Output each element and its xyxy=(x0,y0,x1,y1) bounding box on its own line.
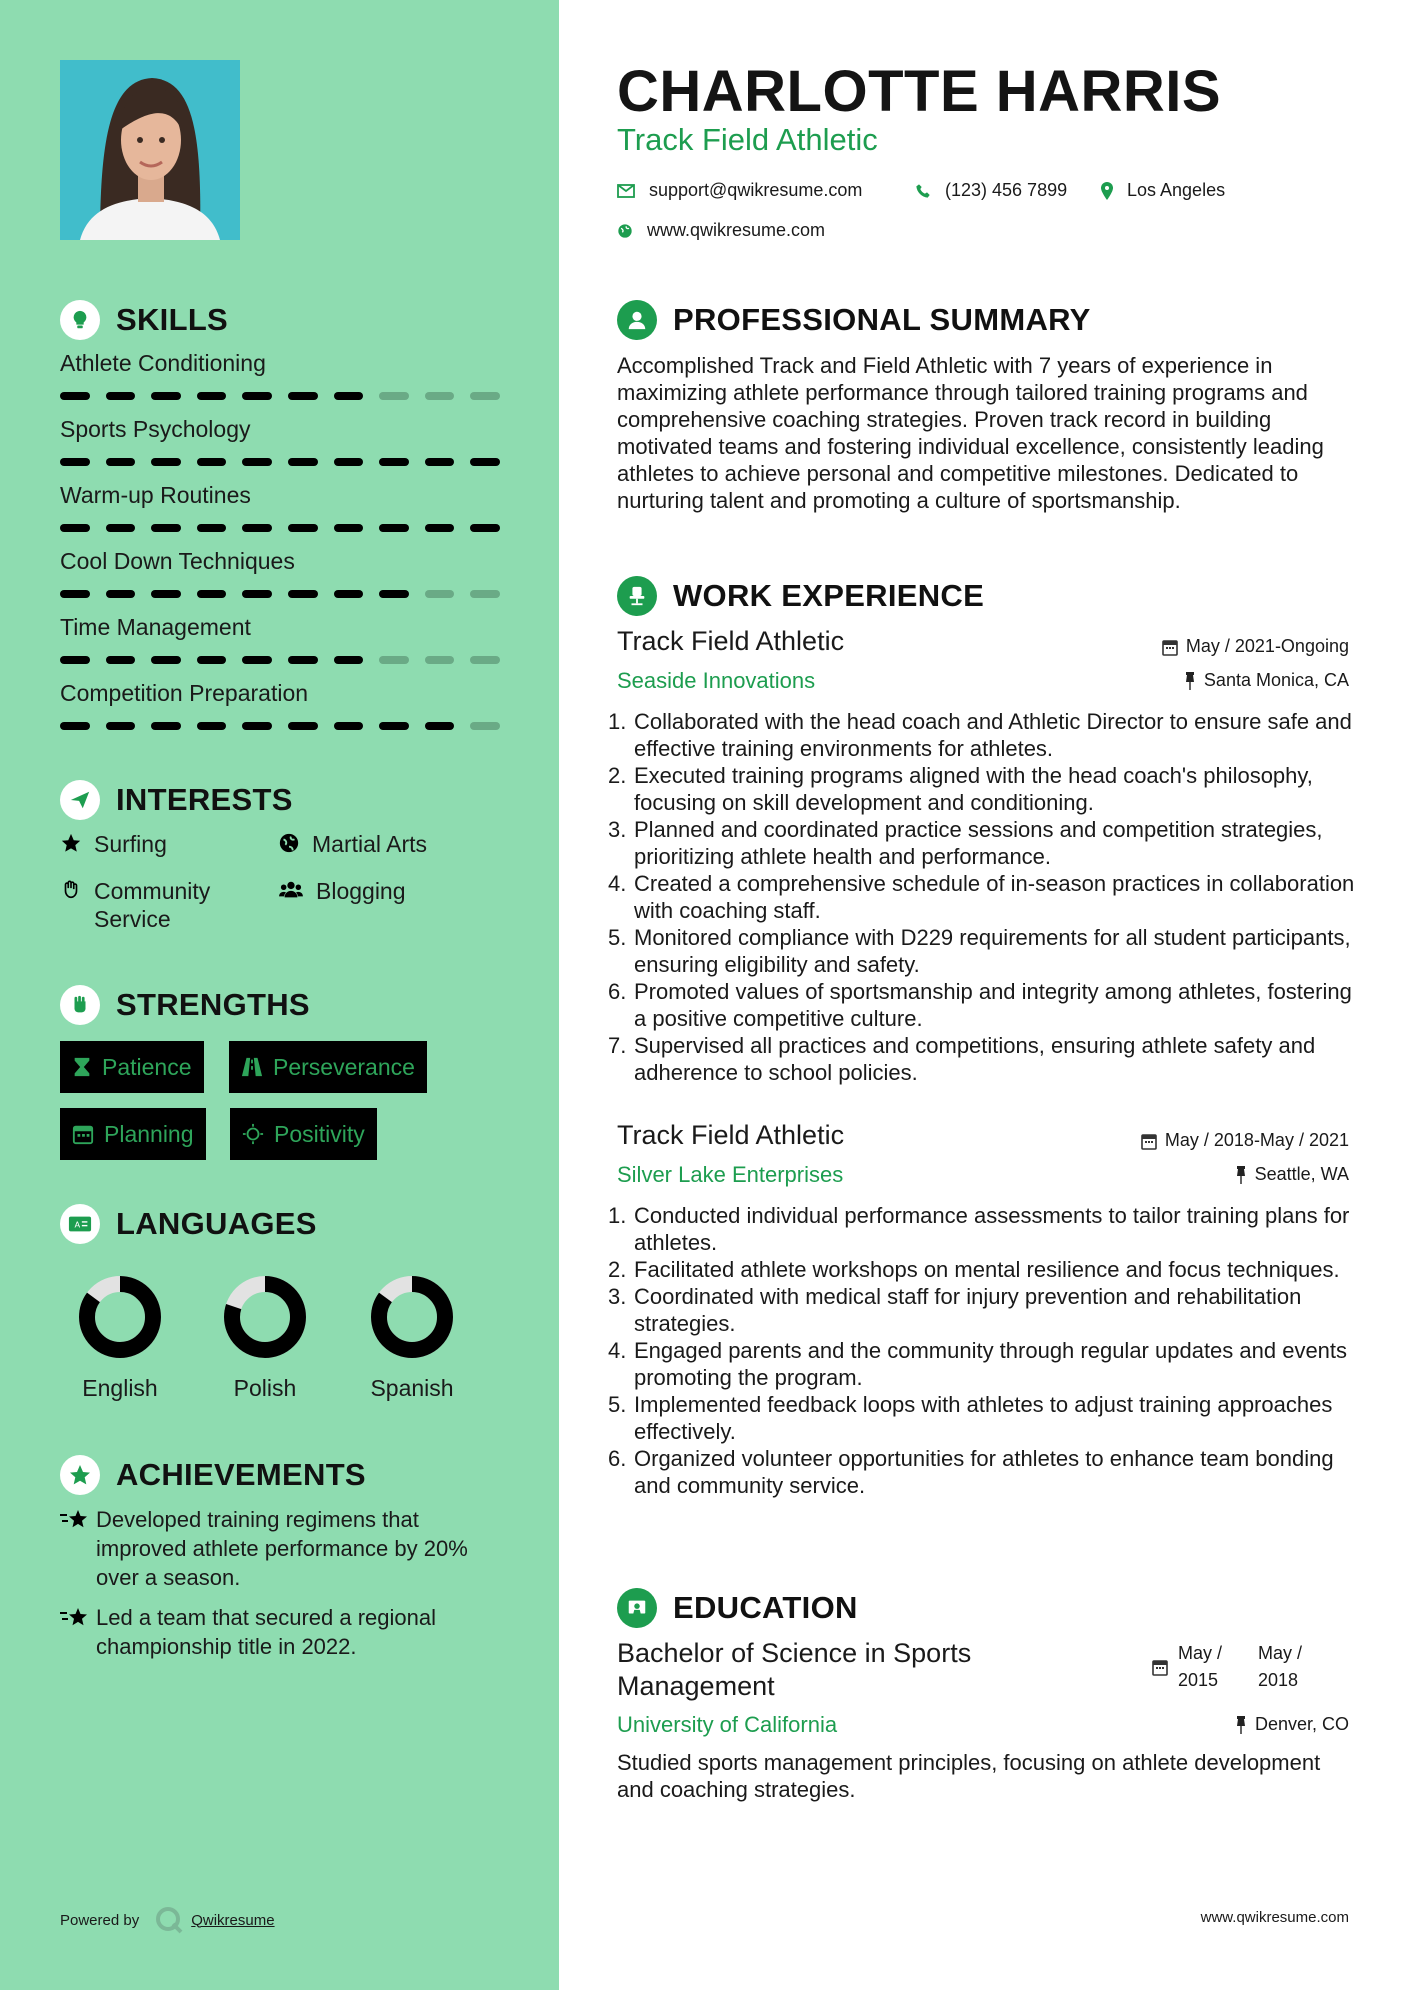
skill-level-segment xyxy=(60,458,90,466)
skill-level-segment xyxy=(60,392,90,400)
languages-title: LANGUAGES xyxy=(116,1206,317,1241)
skill-level-segment xyxy=(470,656,500,664)
skill-level-segment xyxy=(470,590,500,598)
website-text: www.qwikresume.com xyxy=(647,220,826,240)
job-date xyxy=(1162,636,1349,657)
bullet-text: Collaborated with the head coach and Athletic Director to ensure safe and effective training environments for athletes. xyxy=(634,709,1352,761)
job-bullets xyxy=(608,708,1363,1086)
job-company: Seaside Innovations xyxy=(617,668,816,693)
skill-level-bar xyxy=(60,590,500,598)
job-date-text: May / 2018-May / 2021 xyxy=(1164,1130,1349,1150)
skill-level-segment xyxy=(470,722,500,730)
users-icon xyxy=(278,879,306,907)
strengths-title: STRENGTHS xyxy=(116,987,310,1022)
skill-level-segment xyxy=(379,458,409,466)
skill-level-segment xyxy=(334,590,364,598)
skill-level-segment xyxy=(151,458,181,466)
globe-icon xyxy=(278,832,302,860)
job-bullet xyxy=(608,1256,1363,1283)
bullet-text: Implemented feedback loops with athletes to adjust training approaches effectively. xyxy=(634,1392,1333,1444)
pin-icon xyxy=(1235,1716,1247,1734)
skill-level-segment xyxy=(106,590,136,598)
skill-level-segment xyxy=(242,590,272,598)
strength-label: Patience xyxy=(102,1053,192,1080)
interest-label: Blogging xyxy=(316,878,406,904)
bullet-text: Promoted values of sportsmanship and integrity among athletes, fostering a positive competitive culture. xyxy=(634,979,1352,1031)
sun-icon xyxy=(242,1123,264,1145)
language-label: Spanish xyxy=(370,1375,454,1401)
qwikresume-logo-icon xyxy=(155,1906,183,1934)
strength-label: Planning xyxy=(104,1120,194,1147)
achievements-title: ACHIEVEMENTS xyxy=(116,1457,366,1492)
contact-phone[interactable] xyxy=(915,180,1067,201)
skill-level-segment xyxy=(288,392,318,400)
experience-section-header xyxy=(617,576,984,616)
bullet-text: Supervised all practices and competitions, ensuring athlete safety and adherence to school policies. xyxy=(634,1033,1316,1085)
bullet-text: Conducted individual performance assessments to tailor training plans for athletes. xyxy=(634,1203,1350,1255)
shooting-star-icon xyxy=(60,1507,96,1592)
skill-level-segment xyxy=(334,392,364,400)
education-date-start: May / 2015 xyxy=(1178,1643,1223,1690)
language-label: Polish xyxy=(233,1375,297,1401)
job-bullet xyxy=(608,708,1363,762)
hourglass-icon xyxy=(72,1056,92,1078)
summary-text: Accomplished Track and Field Athletic with 7 years of experience in maximizing athlete performance through tailored training programs and comprehensive coaching strategies. Proven track record in building motivated teams and fostering individual excellence, consistently leading athletes to achieve personal and competitive milestones. Dedicated to nurturing talent and promoting a culture of sportsmanship. xyxy=(617,353,1324,513)
skill-level-segment xyxy=(379,524,409,532)
skill-level-segment xyxy=(60,722,90,730)
achievement-text: Developed training regimens that improved athlete performance by 20% over a season. xyxy=(96,1507,468,1590)
road-icon xyxy=(241,1056,263,1078)
languages-section-header xyxy=(60,1204,317,1244)
skill-level-bar xyxy=(60,458,500,466)
skill-level-segment xyxy=(106,392,136,400)
pin-icon xyxy=(1235,1166,1247,1184)
job-bullet xyxy=(608,1032,1363,1086)
skill-level-bar xyxy=(60,392,500,400)
bullet-number: 2. xyxy=(608,1257,627,1282)
skill-level-segment xyxy=(151,590,181,598)
language-item xyxy=(205,1267,325,1401)
skill-level-bar xyxy=(60,524,500,532)
skill-name: Cool Down Techniques xyxy=(60,548,295,574)
job-bullet xyxy=(608,924,1363,978)
interest-label: Martial Arts xyxy=(312,831,428,857)
skill-level-segment xyxy=(242,458,272,466)
paper-plane-icon xyxy=(60,780,100,820)
skill-level-segment xyxy=(470,524,500,532)
job-location xyxy=(1235,1164,1349,1185)
job-bullet xyxy=(608,1391,1363,1445)
skill-level-segment xyxy=(60,590,90,598)
star-icon xyxy=(60,832,84,860)
contact-website[interactable] xyxy=(617,220,825,241)
interest-item xyxy=(60,877,260,933)
job-bullet xyxy=(608,978,1363,1032)
qwikresume-link[interactable]: Qwikresume xyxy=(191,1911,275,1929)
skill-level-segment xyxy=(197,656,227,664)
bullet-text: Monitored compliance with D229 requirements for all student participants, ensuring eligibility and safety. xyxy=(634,925,1351,977)
skill-level-segment xyxy=(151,524,181,532)
map-pin-icon xyxy=(1101,182,1113,200)
language-icon xyxy=(60,1204,100,1244)
strength-tag xyxy=(60,1108,206,1160)
calendar-icon xyxy=(72,1123,94,1145)
job-title: Track Field Athletic xyxy=(617,1120,845,1150)
skill-level-segment xyxy=(425,458,455,466)
skill-level-segment xyxy=(60,524,90,532)
bullet-text: Created a comprehensive schedule of in-season practices in collaboration with coaching staff. xyxy=(634,871,1355,923)
skill-level-segment xyxy=(379,590,409,598)
job-title: Track Field Athletic xyxy=(617,626,845,656)
skills-section-header xyxy=(60,300,228,340)
shooting-star-icon xyxy=(60,1605,96,1661)
job-bullet xyxy=(608,1202,1363,1256)
education-section-header xyxy=(617,1588,858,1628)
interest-item xyxy=(60,830,167,860)
job-bullet xyxy=(608,870,1363,924)
powered-by-label: Powered by xyxy=(60,1911,140,1929)
profile-photo xyxy=(60,60,240,240)
bullet-number: 5. xyxy=(608,925,627,950)
job-bullet xyxy=(608,816,1363,870)
skill-level-segment xyxy=(242,524,272,532)
skill-level-segment xyxy=(106,458,136,466)
graduation-icon xyxy=(617,1588,657,1628)
skill-level-segment xyxy=(425,524,455,532)
skill-level-segment xyxy=(288,656,318,664)
strength-tag xyxy=(230,1108,377,1160)
education-date xyxy=(1152,1640,1328,1694)
skill-level-segment xyxy=(334,458,364,466)
job-location xyxy=(1184,670,1349,691)
education-location xyxy=(1235,1714,1349,1735)
achievement-item xyxy=(60,1505,500,1592)
fist-icon xyxy=(60,985,100,1025)
skill-level-segment xyxy=(425,590,455,598)
skill-level-bar xyxy=(60,722,500,730)
bullet-text: Coordinated with medical staff for injury prevention and rehabilitation strategies. xyxy=(634,1284,1302,1336)
bullet-text: Facilitated athlete workshops on mental resilience and focus techniques. xyxy=(634,1257,1340,1282)
job-location-text: Seattle, WA xyxy=(1254,1164,1349,1184)
interests-section-header xyxy=(60,780,293,820)
bullet-number: 2. xyxy=(608,763,627,788)
footer-url[interactable]: www.qwikresume.com xyxy=(1200,1909,1349,1926)
bullet-number: 6. xyxy=(608,1446,627,1471)
candidate-name: CHARLOTTE HARRIS xyxy=(617,59,1222,124)
skill-level-segment xyxy=(151,656,181,664)
summary-section-header xyxy=(617,300,1091,340)
skill-level-segment xyxy=(379,722,409,730)
hand-icon xyxy=(60,879,84,907)
language-proficiency-ring xyxy=(205,1267,325,1367)
bullet-number: 5. xyxy=(608,1392,627,1417)
skill-level-segment xyxy=(288,524,318,532)
bullet-text: Executed training programs aligned with the head coach's philosophy, focusing on skill development and conditioning. xyxy=(634,763,1313,815)
bullet-text: Planned and coordinated practice sessions and competition strategies, prioritizing athlete health and performance. xyxy=(634,817,1323,869)
skill-level-segment xyxy=(151,392,181,400)
job-bullet xyxy=(608,1445,1363,1499)
phone-text: (123) 456 7899 xyxy=(945,180,1068,200)
email-text: support@qwikresume.com xyxy=(649,180,863,200)
strength-label: Perseverance xyxy=(273,1053,415,1080)
powered-by xyxy=(60,1906,275,1934)
skills-title: SKILLS xyxy=(116,302,229,337)
achievements-section-header xyxy=(60,1455,366,1495)
language-proficiency-ring xyxy=(352,1267,472,1367)
skill-level-segment xyxy=(197,458,227,466)
skill-name: Warm-up Routines xyxy=(60,482,251,508)
pin-icon xyxy=(1184,672,1196,690)
skill-level-segment xyxy=(151,722,181,730)
skill-level-segment xyxy=(379,392,409,400)
skill-level-segment xyxy=(197,590,227,598)
skill-level-segment xyxy=(60,656,90,664)
skill-level-segment xyxy=(242,392,272,400)
skill-level-segment xyxy=(197,722,227,730)
language-item xyxy=(60,1267,180,1401)
chair-icon xyxy=(617,576,657,616)
strength-label: Positivity xyxy=(274,1120,365,1147)
job-company: Silver Lake Enterprises xyxy=(617,1162,844,1187)
bullet-number: 3. xyxy=(608,1284,627,1309)
location-text: Los Angeles xyxy=(1127,180,1226,200)
bullet-number: 1. xyxy=(608,709,627,734)
globe-icon xyxy=(617,223,633,239)
skill-level-segment xyxy=(334,656,364,664)
strength-tag xyxy=(229,1041,427,1093)
skill-level-segment xyxy=(470,392,500,400)
skill-name: Sports Psychology xyxy=(60,416,251,442)
skill-name: Athlete Conditioning xyxy=(60,350,266,376)
bullet-number: 1. xyxy=(608,1203,627,1228)
phone-icon xyxy=(915,183,931,199)
job-location-text: Santa Monica, CA xyxy=(1203,670,1349,690)
contact-location xyxy=(1101,180,1225,201)
experience-title: WORK EXPERIENCE xyxy=(673,578,985,613)
achievement-item xyxy=(60,1603,460,1661)
education-school: University of California xyxy=(617,1712,838,1737)
calendar-icon xyxy=(1152,1658,1168,1676)
strength-tag xyxy=(60,1041,204,1093)
skill-level-segment xyxy=(334,524,364,532)
bullet-number: 7. xyxy=(608,1033,627,1058)
achievement-text: Led a team that secured a regional championship title in 2022. xyxy=(96,1605,437,1659)
bullet-number: 4. xyxy=(608,1338,627,1363)
skill-name: Competition Preparation xyxy=(60,680,309,706)
interest-item xyxy=(278,877,406,907)
skill-level-segment xyxy=(288,458,318,466)
bullet-text: Engaged parents and the community through regular updates and events promoting the program. xyxy=(634,1338,1348,1390)
job-bullet xyxy=(608,762,1363,816)
skill-name: Time Management xyxy=(60,614,251,640)
skill-level-segment xyxy=(425,392,455,400)
sidebar xyxy=(0,0,559,1990)
skill-level-segment xyxy=(106,722,136,730)
interests-title: INTERESTS xyxy=(116,782,293,817)
education-degree: Bachelor of Science in Sports Management xyxy=(617,1638,972,1701)
interest-label: Surfing xyxy=(94,831,167,857)
skill-level-segment xyxy=(470,458,500,466)
skill-level-segment xyxy=(288,722,318,730)
skill-level-bar xyxy=(60,656,500,664)
svg-text:A: A xyxy=(74,1219,81,1230)
candidate-role: Track Field Athletic xyxy=(617,122,878,157)
summary-title: PROFESSIONAL SUMMARY xyxy=(673,302,1091,337)
skill-level-segment xyxy=(425,722,455,730)
skill-level-segment xyxy=(106,656,136,664)
bullet-text: Organized volunteer opportunities for athletes to enhance team bonding and community service. xyxy=(634,1446,1334,1498)
skill-level-segment xyxy=(288,590,318,598)
skill-level-segment xyxy=(379,656,409,664)
skill-level-segment xyxy=(334,722,364,730)
interest-item xyxy=(278,830,427,860)
education-title: EDUCATION xyxy=(673,1590,858,1625)
education-description: Studied sports management principles, focusing on athlete development and coaching strategies. xyxy=(617,1750,1321,1802)
job-date xyxy=(1141,1130,1349,1151)
job-bullet xyxy=(608,1283,1363,1337)
job-bullet xyxy=(608,1337,1363,1391)
language-item xyxy=(352,1267,472,1401)
strengths-section-header xyxy=(60,985,310,1025)
user-icon xyxy=(617,300,657,340)
contact-email[interactable] xyxy=(617,180,862,201)
skill-level-segment xyxy=(197,524,227,532)
education-location-text: Denver, CO xyxy=(1254,1714,1349,1734)
job-date-text: May / 2021-Ongoing xyxy=(1185,636,1349,656)
skill-level-segment xyxy=(242,722,272,730)
star-badge-icon xyxy=(60,1455,100,1495)
envelope-icon xyxy=(617,184,635,198)
skill-level-segment xyxy=(425,656,455,664)
language-proficiency-ring xyxy=(60,1267,180,1367)
lightbulb-icon xyxy=(60,300,100,340)
bullet-number: 6. xyxy=(608,979,627,1004)
calendar-icon xyxy=(1162,638,1178,656)
language-label: English xyxy=(82,1375,158,1401)
interest-label: Community Service xyxy=(94,878,211,932)
education-date-end: May / 2018 xyxy=(1258,1643,1303,1690)
bullet-number: 3. xyxy=(608,817,627,842)
skill-level-segment xyxy=(106,524,136,532)
job-bullets xyxy=(608,1202,1363,1499)
skill-level-segment xyxy=(242,656,272,664)
calendar-icon xyxy=(1141,1132,1157,1150)
bullet-number: 4. xyxy=(608,871,627,896)
skill-level-segment xyxy=(197,392,227,400)
